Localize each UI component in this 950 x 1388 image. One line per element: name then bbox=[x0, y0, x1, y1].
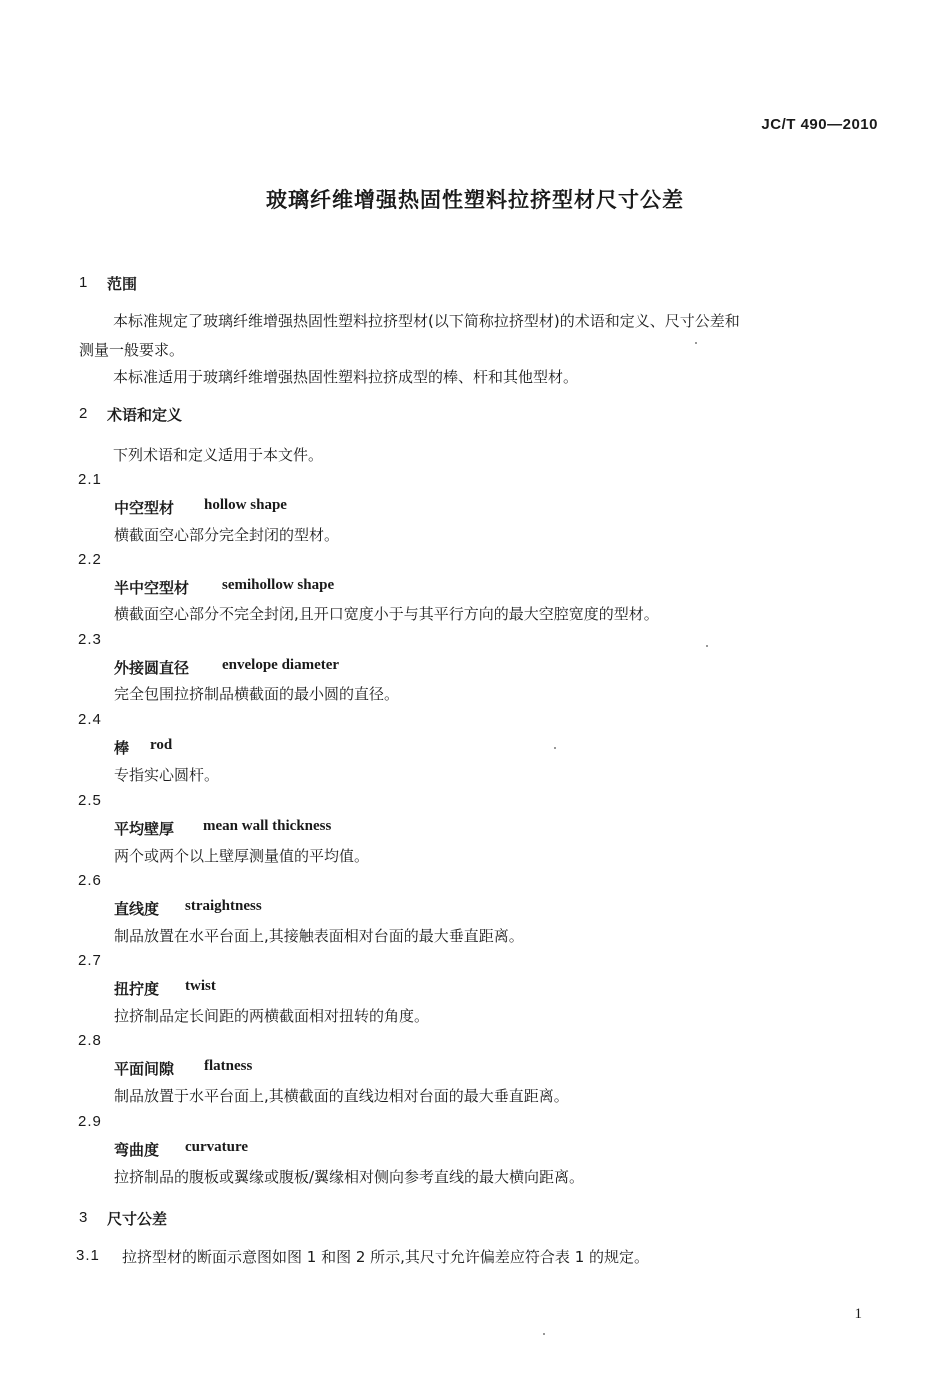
section-1-para1-line2: 测量一般要求。 bbox=[79, 341, 185, 359]
term-chinese: 直线度 bbox=[114, 900, 160, 918]
term-english: mean wall thickness bbox=[203, 818, 332, 834]
term-number: 2.5 bbox=[78, 792, 102, 809]
clause-number: 3.1 bbox=[76, 1247, 100, 1264]
scan-speck bbox=[695, 342, 697, 344]
section-2-intro: 下列术语和定义适用于本文件。 bbox=[113, 446, 324, 464]
term-english: flatness bbox=[204, 1058, 253, 1074]
section-3-number: 3 bbox=[79, 1209, 88, 1226]
term-english: semihollow shape bbox=[222, 577, 335, 593]
term-definition: 横截面空心部分不完全封闭,且开口宽度小于与其平行方向的最大空腔宽度的型材。 bbox=[114, 605, 659, 623]
section-1-para2: 本标准适用于玻璃纤维增强热固性塑料拉挤成型的棒、杆和其他型材。 bbox=[113, 368, 579, 386]
term-definition: 横截面空心部分完全封闭的型材。 bbox=[114, 526, 340, 544]
page-number: 1 bbox=[854, 1306, 862, 1322]
term-definition: 拉挤制品定长间距的两横截面相对扭转的角度。 bbox=[114, 1007, 430, 1025]
section-2-number: 2 bbox=[79, 405, 88, 422]
term-definition: 两个或两个以上壁厚测量值的平均值。 bbox=[114, 847, 370, 865]
term-number: 2.7 bbox=[78, 952, 102, 969]
term-english: envelope diameter bbox=[222, 657, 340, 673]
term-definition: 制品放置于水平台面上,其横截面的直线边相对台面的最大垂直距离。 bbox=[114, 1087, 569, 1105]
section-1-number: 1 bbox=[79, 274, 88, 291]
term-english: straightness bbox=[185, 898, 262, 914]
term-english: hollow shape bbox=[204, 497, 287, 513]
term-english: curvature bbox=[185, 1139, 249, 1155]
term-definition: 完全包围拉挤制品横截面的最小圆的直径。 bbox=[114, 685, 400, 703]
term-definition: 拉挤制品的腹板或翼缘或腹板/翼缘相对侧向参考直线的最大横向距离。 bbox=[114, 1168, 585, 1186]
section-1-title: 范围 bbox=[107, 275, 138, 293]
term-number: 2.1 bbox=[78, 471, 102, 488]
term-number: 2.8 bbox=[78, 1032, 102, 1049]
section-3-title: 尺寸公差 bbox=[107, 1210, 168, 1228]
term-definition: 制品放置在水平台面上,其接触表面相对台面的最大垂直距离。 bbox=[114, 927, 524, 945]
clause-text: 拉挤型材的断面示意图如图 1 和图 2 所示,其尺寸允许偏差应符合表 1 的规定。 bbox=[122, 1248, 650, 1266]
scan-speck bbox=[554, 747, 556, 749]
term-definition: 专指实心圆杆。 bbox=[114, 766, 220, 784]
term-chinese: 平均壁厚 bbox=[114, 820, 175, 838]
document-title: 玻璃纤维增强热固性塑料拉挤型材尺寸公差 bbox=[266, 188, 684, 212]
scan-speck bbox=[543, 1333, 545, 1335]
term-chinese: 棒 bbox=[114, 739, 130, 757]
term-english: twist bbox=[185, 978, 216, 994]
scan-speck bbox=[706, 645, 708, 647]
term-chinese: 外接圆直径 bbox=[114, 659, 190, 677]
term-number: 2.9 bbox=[78, 1113, 102, 1130]
term-number: 2.4 bbox=[78, 711, 102, 728]
term-chinese: 扭拧度 bbox=[114, 980, 160, 998]
term-chinese: 平面间隙 bbox=[114, 1060, 175, 1078]
term-number: 2.6 bbox=[78, 872, 102, 889]
section-2-title: 术语和定义 bbox=[107, 406, 183, 424]
standard-code: JC/T 490—2010 bbox=[761, 116, 878, 133]
term-chinese: 中空型材 bbox=[114, 499, 175, 517]
term-number: 2.2 bbox=[78, 551, 102, 568]
term-chinese: 弯曲度 bbox=[114, 1141, 160, 1159]
section-1-para1-line1: 本标准规定了玻璃纤维增强热固性塑料拉挤型材(以下简称拉挤型材)的术语和定义、尺寸公差和 bbox=[113, 312, 740, 330]
term-chinese: 半中空型材 bbox=[114, 579, 190, 597]
term-number: 2.3 bbox=[78, 631, 102, 648]
term-english: rod bbox=[150, 737, 173, 753]
